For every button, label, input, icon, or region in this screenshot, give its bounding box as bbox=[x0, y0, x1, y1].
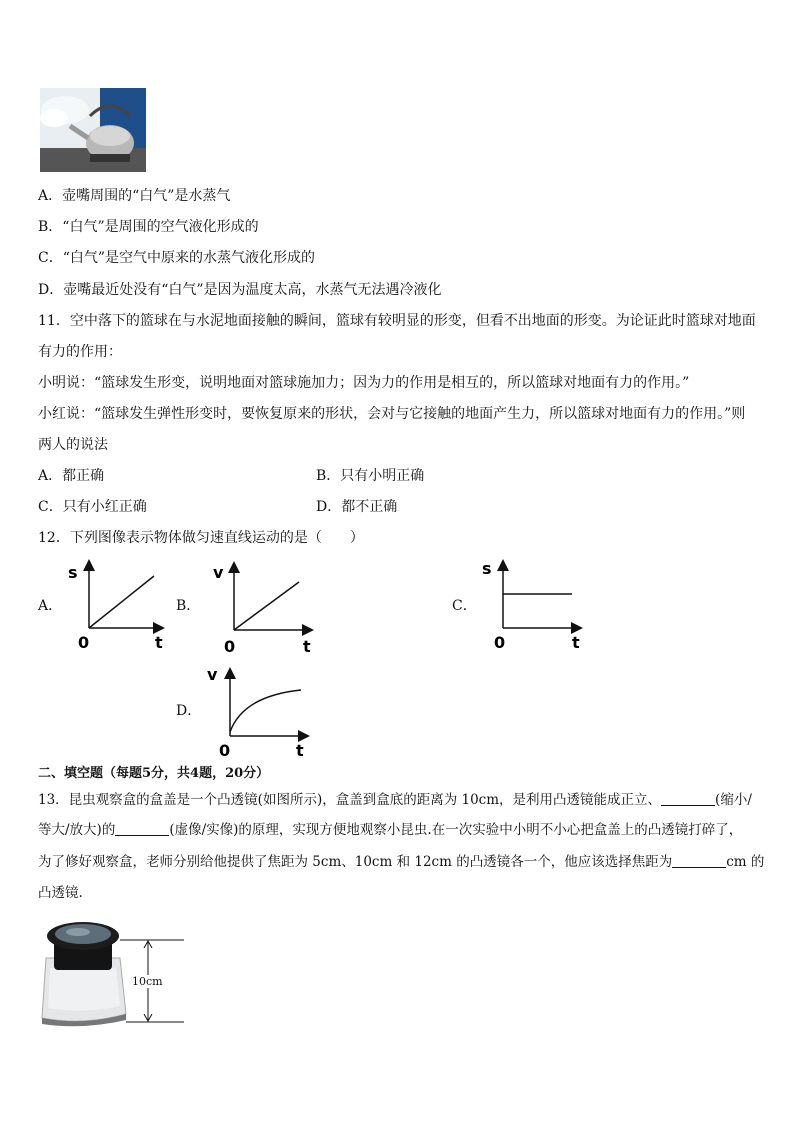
graph-a-x-label: t bbox=[155, 633, 163, 652]
q11-option-a: A．都正确 bbox=[38, 468, 105, 484]
graph-b-y-label: v bbox=[213, 563, 224, 582]
q11-xiaoming-statement: 小明说：“篮球发生形变，说明地面对篮球施加力；因为力的作用是相互的，所以篮球对地面有力的作用。” bbox=[38, 375, 690, 391]
q12-label-d: D． bbox=[176, 703, 202, 719]
graph-b-x-label: t bbox=[303, 637, 311, 656]
graph-d-origin: 0 bbox=[219, 741, 231, 760]
q13-blank-3[interactable] bbox=[672, 853, 726, 868]
graph-c-origin: 0 bbox=[494, 633, 506, 652]
graph-b-origin: 0 bbox=[224, 637, 236, 656]
graph-c-x-label: t bbox=[572, 633, 580, 652]
graph-d-x-label: t bbox=[296, 741, 304, 760]
q13-blank-2[interactable] bbox=[115, 821, 169, 836]
q13-line4: 凸透镜. bbox=[38, 885, 83, 901]
q11-stem-line1: 11．空中落下的篮球在与水泥地面接触的瞬间，篮球有较明显的形变，但看不出地面的形变。为论证此时篮球对地面 bbox=[38, 313, 756, 329]
graph-c-y-label: s bbox=[482, 559, 492, 578]
q12-label-b: B． bbox=[176, 598, 201, 614]
graph-a-y-label: s bbox=[68, 563, 78, 582]
graph-b bbox=[207, 558, 317, 658]
graph-d bbox=[203, 662, 313, 762]
q11-stem-line2: 有力的作用： bbox=[38, 344, 122, 360]
q10-option-b: B．“白气”是周围的空气液化形成的 bbox=[38, 219, 259, 235]
q12-label-c: C． bbox=[452, 598, 477, 614]
graph-d-curve bbox=[230, 690, 301, 732]
dimension-label-10cm: 10cm bbox=[132, 975, 163, 988]
q10-option-a: A．壶嘴周围的“白气”是水蒸气 bbox=[38, 188, 231, 204]
q10-option-c: C．“白气”是空气中原来的水蒸气液化形成的 bbox=[38, 250, 316, 266]
graph-a bbox=[62, 556, 172, 656]
graph-a-origin: 0 bbox=[78, 633, 90, 652]
q11-xiaohong-statement-line1: 小红说：“篮球发生弹性形变时，要恢复原来的形状，会对与它接触的地面产生力，所以篮球对地面有力的作用。”则 bbox=[38, 406, 746, 422]
q13-line3: 为了修好观察盒，老师分别给他提供了焦距为 5cm、10cm 和 12cm 的凸透镜各一个，他应该选择焦距为 cm 的 bbox=[38, 854, 765, 870]
q10-option-d: D．壶嘴最近处没有“白气”是因为温度太高，水蒸气无法遇冷液化 bbox=[38, 282, 442, 298]
q11-option-b: B．只有小明正确 bbox=[316, 468, 425, 484]
q11-option-d: D．都不正确 bbox=[316, 499, 398, 515]
q11-xiaohong-statement-line2: 两人的说法 bbox=[38, 437, 108, 453]
section-fill-in-header: 二、填空题（每题5分，共4题，20分） bbox=[38, 766, 270, 781]
q12-label-a: A． bbox=[38, 598, 63, 614]
insect-box-photo bbox=[38, 914, 188, 1028]
q13-blank-1[interactable] bbox=[661, 791, 715, 806]
graph-d-y-label: v bbox=[207, 665, 218, 684]
graph-a-curve bbox=[89, 576, 154, 628]
q12-stem: 12．下列图像表示物体做匀速直线运动的是（ ） bbox=[38, 530, 364, 546]
q13-line2: 等大/放大)的 (虚像/实像)的原理，实现方便地观察小昆虫.在一次实验中小明不小心把盒盖上的凸透镜打碎了， bbox=[38, 822, 743, 838]
graph-c bbox=[476, 556, 586, 656]
q11-option-c: C．只有小红正确 bbox=[38, 499, 147, 515]
graph-b-curve bbox=[234, 582, 299, 630]
q13-line1: 13．昆虫观察盒的盒盖是一个凸透镜(如图所示)，盒盖到盒底的距离为 10cm，是利用凸透镜能成正立、 (缩小/ bbox=[38, 792, 752, 808]
kettle-photo bbox=[40, 88, 146, 172]
